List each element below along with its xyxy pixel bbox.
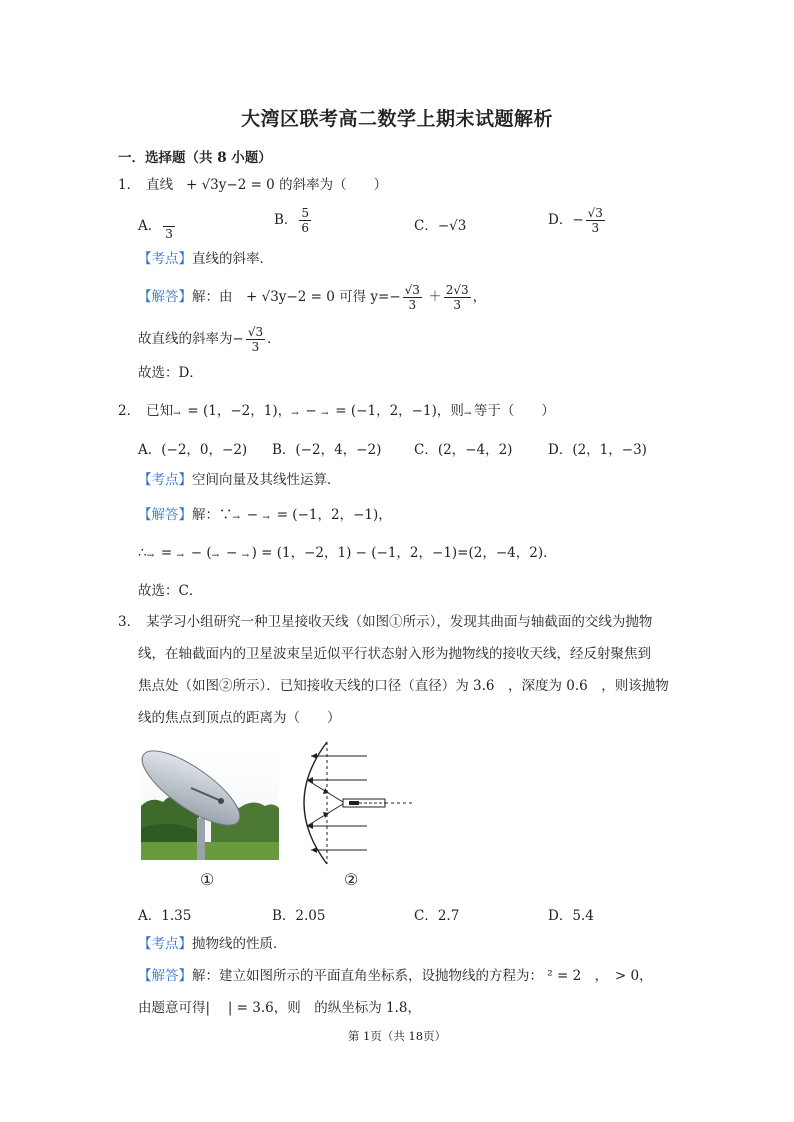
q3-jieda: 【解答】解：建立如图所示的平面直角坐标系，设抛物线的方程为： ² = 2 ， > 0， xyxy=(138,968,653,984)
figure-2-caption: ② xyxy=(344,870,359,889)
q3-option-c: C．2.7 xyxy=(414,908,460,924)
q1-jieda: 【解答】解：由 + √3y−2 = 0 可得 y=− $\frac{√3}{3}$ ＋ $\frac{2√3}{3}$ ， xyxy=(138,283,487,312)
q2-option-c: C．(2，−4，2) xyxy=(414,442,513,458)
q3-option-a: A．1.35 xyxy=(138,908,192,924)
q2-kaodian: 【考点】空间向量及其线性运算． xyxy=(138,472,341,488)
q2-option-d: D．(2，1，−3) xyxy=(548,442,647,458)
fraction: $\frac{√3}{3}$ xyxy=(404,283,420,312)
q3-stem-line-2: 线，在轴截面内的卫星波束呈近似平行状态射入形为抛物线的接收天线，经反射聚焦到 xyxy=(138,646,651,662)
q3-kaodian: 【考点】抛物线的性质． xyxy=(138,936,287,952)
fraction: 3 xyxy=(163,212,175,241)
q1-slope-line: 故直线的斜率为− $\frac{√3}{3}$ ． xyxy=(138,325,281,354)
q1-option-b: B． $\frac{5}{6}$ xyxy=(274,206,310,235)
q1-kaodian: 【考点】直线的斜率． xyxy=(138,251,273,267)
page-footer: 第 1页（共 18页） xyxy=(347,1029,447,1043)
q3-stem-line-3: 焦点处（如图②所示）．已知接收天线的口径（直径）为 3.6 ，深度为 0.6 ，则该抛物 xyxy=(138,678,669,694)
q3-jieda-line-2: 由题意可得| | = 3.6，则 的纵坐标为 1.8， xyxy=(138,1000,422,1016)
q1-answer: 故选：D． xyxy=(138,365,203,381)
fraction: $\frac{√3}{3}$ xyxy=(247,325,264,354)
q3-option-b: B．2.05 xyxy=(272,908,326,924)
fraction: $\frac{5}{6}$ xyxy=(301,206,310,235)
q2-jieda: 【解答】解：∵ − = (−1，2，−1)， xyxy=(138,507,392,523)
fraction: $\frac{2√3}{3}$ xyxy=(445,283,469,312)
parabola-reflection-diagram xyxy=(293,738,418,868)
q3-stem-line-1: 3． 某学习小组研究一种卫星接收天线（如图①所示），发现其曲面与轴截面的交线为抛物 xyxy=(118,614,653,630)
q1-option-c: C．−√3 xyxy=(414,218,467,234)
q2-answer: 故选：C． xyxy=(138,583,203,599)
page-title: 大湾区联考高二数学上期末试题解析 xyxy=(240,108,553,130)
q3-stem-line-4: 线的焦点到顶点的距离为（ ） xyxy=(138,710,341,726)
q1-option-a: A． 3 xyxy=(138,212,177,241)
q3-option-d: D．5.4 xyxy=(548,908,594,924)
q1-stem: 1． 直线 + √3y−2 = 0 的斜率为（ ） xyxy=(118,177,388,193)
section-heading: 一．选择题（共 8 小题） xyxy=(118,150,272,166)
q2-option-a: A．(−2，0，−2) xyxy=(138,442,248,458)
q2-stem: 2． 已知 = (1，−2，1)， − = (−1，2，−1)，则 等于（ ） xyxy=(118,403,555,419)
q2-option-b: B．(−2，4，−2) xyxy=(272,442,382,458)
q1-option-d: D．− $\frac{√3}{3}$ xyxy=(548,206,603,235)
fraction: $\frac{√3}{3}$ xyxy=(587,206,603,235)
q2-derivation: ∴ = − ( − ) = (1，−2，1) − (−1，2，−1)=(2，−4，2)． xyxy=(138,545,557,561)
satellite-dish-photo xyxy=(141,748,279,860)
figure-1-caption: ① xyxy=(200,870,215,889)
